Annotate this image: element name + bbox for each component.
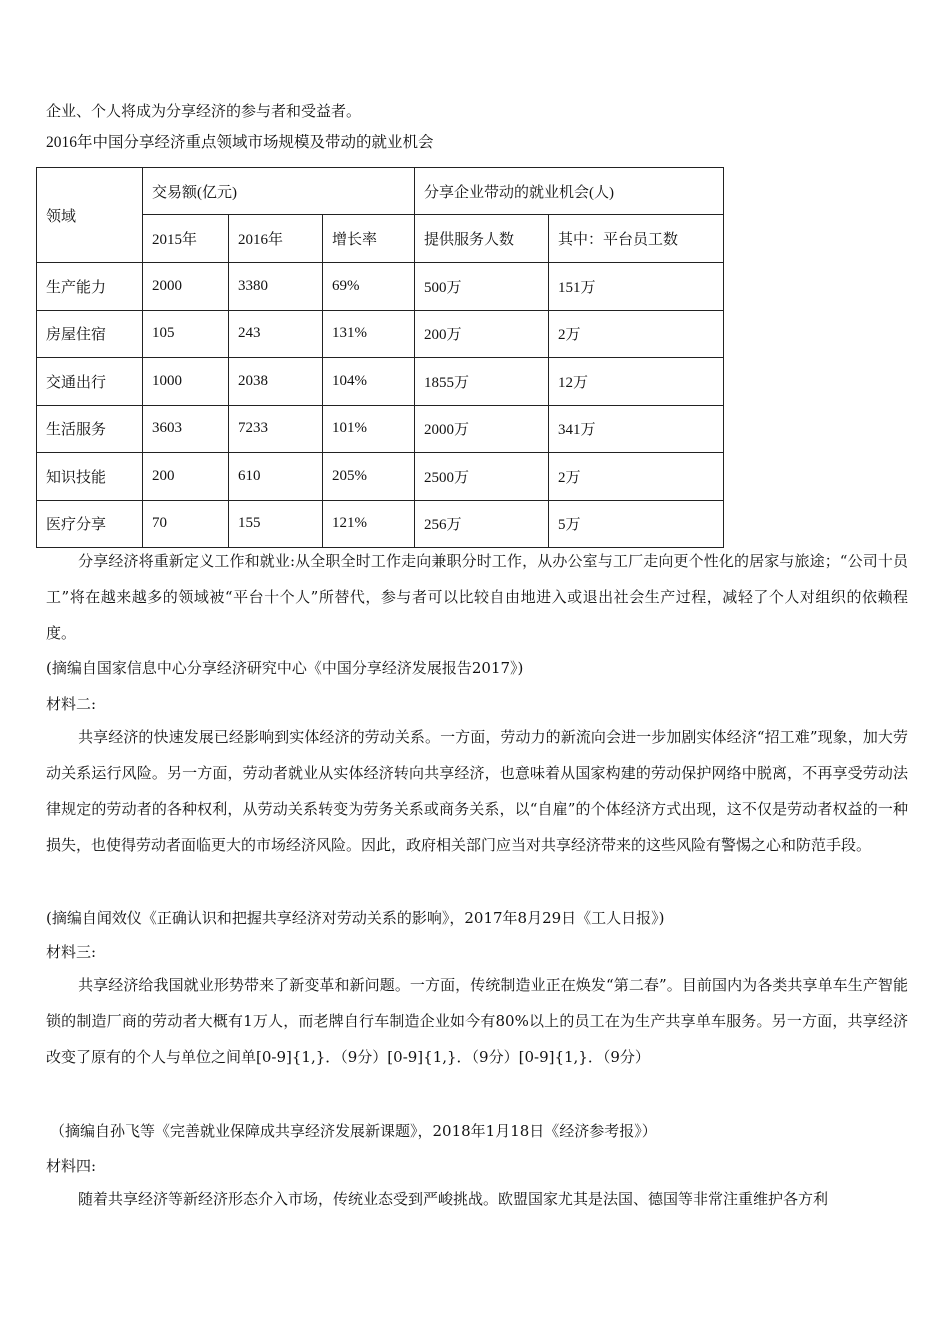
cell-staff: 12万: [549, 358, 724, 406]
cell-service: 256万: [415, 500, 549, 548]
table-row: [37, 358, 724, 406]
sharing-economy-table: [36, 167, 724, 548]
cell-2016: 243: [229, 310, 323, 358]
header-jobs: 分享企业带动的就业机会(人): [415, 168, 724, 215]
paragraph-3-text: 共享经济给我国就业形势带来了新变革和新问题。一方面，传统制造业正在焕发“第二春”。目前国内为各类共享单车生产智能锁的制造厂商的劳动者大概有1万人，而老牌自行车制造企业如今有80%以上的员工在为生产共享单车服务。另一方面，共享经济改变了原有的个人与单位之间单[0-9]{1,}．（9分）[0-9]{1,}．（9分）[0-9]{1,}．（9分）: [46, 976, 908, 1066]
cell-staff: 5万: [549, 500, 724, 548]
material-3-label: 材料三:: [46, 943, 97, 961]
paragraph-1: [46, 543, 908, 651]
material-4-label: 材料四:: [46, 1157, 97, 1175]
cell-2015: 105: [143, 310, 229, 358]
table-row: [37, 500, 724, 548]
material-2-label: 材料二:: [46, 695, 97, 713]
table-row: [37, 310, 724, 358]
cell-growth: 101%: [323, 405, 415, 453]
cell-growth: 205%: [323, 453, 415, 501]
table-title: 2016年中国分享经济重点领域市场规模及带动的就业机会: [46, 134, 434, 151]
cell-service: 2500万: [415, 453, 549, 501]
paragraph-2-text: 共享经济的快速发展已经影响到实体经济的劳动关系。一方面，劳动力的新流向会进一步加剧实体经济“招工难”现象，加大劳动关系运行风险。另一方面，劳动者就业从实体经济转向共享经济，也意味着从国家构建的劳动保护网络中脱离，不再享受劳动法律规定的劳动者的各种权利，从劳动关系转变为劳务关系或商务关系，以“自雇”的个体经济方式出现，这不仅是劳动者权益的一种损失，也使得劳动者面临更大的市场经济风险。因此，政府相关部门应当对共享经济带来的这些风险有警惕之心和防范手段。: [46, 728, 908, 854]
cell-field: 交通出行: [37, 358, 143, 406]
subheader-staff: 其中：平台员工数: [549, 215, 724, 263]
cell-2016: 155: [229, 500, 323, 548]
cell-growth: 131%: [323, 310, 415, 358]
cell-growth: 121%: [323, 500, 415, 548]
subheader-2016: 2016年: [229, 215, 323, 263]
cell-2015: 2000: [143, 263, 229, 311]
cell-growth: 69%: [323, 263, 415, 311]
cell-2016: 3380: [229, 263, 323, 311]
paragraph-3: [46, 967, 908, 1075]
cell-2015: 3603: [143, 405, 229, 453]
paragraph-2: [46, 719, 908, 863]
source-3: （摘编自孙飞等《完善就业保障成共享经济发展新课题》，2018年1月18日《经济参考报》）: [50, 1122, 657, 1140]
paragraph-4: [46, 1181, 908, 1217]
cell-field: 房屋住宿: [37, 310, 143, 358]
source-1: (摘编自国家信息中心分享经济研究中心《中国分享经济发展报告2017》): [46, 659, 524, 677]
cell-growth: 104%: [323, 358, 415, 406]
cell-staff: 2万: [549, 310, 724, 358]
cell-staff: 341万: [549, 405, 724, 453]
table-row: [37, 405, 724, 453]
paragraph-1-text: 分享经济将重新定义工作和就业:从全职全时工作走向兼职分时工作，从办公室与工厂走向更个性化的居家与旅途；“公司十员工”将在越来越多的领域被“平台十个人”所替代，参与者可以比较自由地进入或退出社会生产过程，减轻了个人对组织的依赖程度。: [46, 552, 908, 642]
cell-service: 1855万: [415, 358, 549, 406]
cell-service: 500万: [415, 263, 549, 311]
subheader-service: 提供服务人数: [415, 215, 549, 263]
intro-tail-text: 企业、个人将成为分享经济的参与者和受益者。: [46, 102, 362, 120]
header-trade: 交易额(亿元): [143, 168, 415, 215]
cell-service: 200万: [415, 310, 549, 358]
cell-field: 知识技能: [37, 453, 143, 501]
cell-2015: 70: [143, 500, 229, 548]
table-row: [37, 453, 724, 501]
header-field: 领域: [37, 168, 143, 263]
cell-staff: 2万: [549, 453, 724, 501]
cell-field: 生活服务: [37, 405, 143, 453]
table-row: [37, 263, 724, 311]
cell-staff: 151万: [549, 263, 724, 311]
cell-2016: 610: [229, 453, 323, 501]
cell-field: 医疗分享: [37, 500, 143, 548]
source-2: (摘编自闻效仪《正确认识和把握共享经济对劳动关系的影响》，2017年8月29日《工人日报》): [46, 909, 665, 927]
cell-2016: 7233: [229, 405, 323, 453]
cell-2016: 2038: [229, 358, 323, 406]
cell-service: 2000万: [415, 405, 549, 453]
paragraph-4-text: 随着共享经济等新经济形态介入市场，传统业态受到严峻挑战。欧盟国家尤其是法国、德国等非常注重维护各方利: [78, 1190, 829, 1208]
cell-field: 生产能力: [37, 263, 143, 311]
cell-2015: 200: [143, 453, 229, 501]
cell-2015: 1000: [143, 358, 229, 406]
subheader-growth: 增长率: [323, 215, 415, 263]
subheader-2015: 2015年: [143, 215, 229, 263]
